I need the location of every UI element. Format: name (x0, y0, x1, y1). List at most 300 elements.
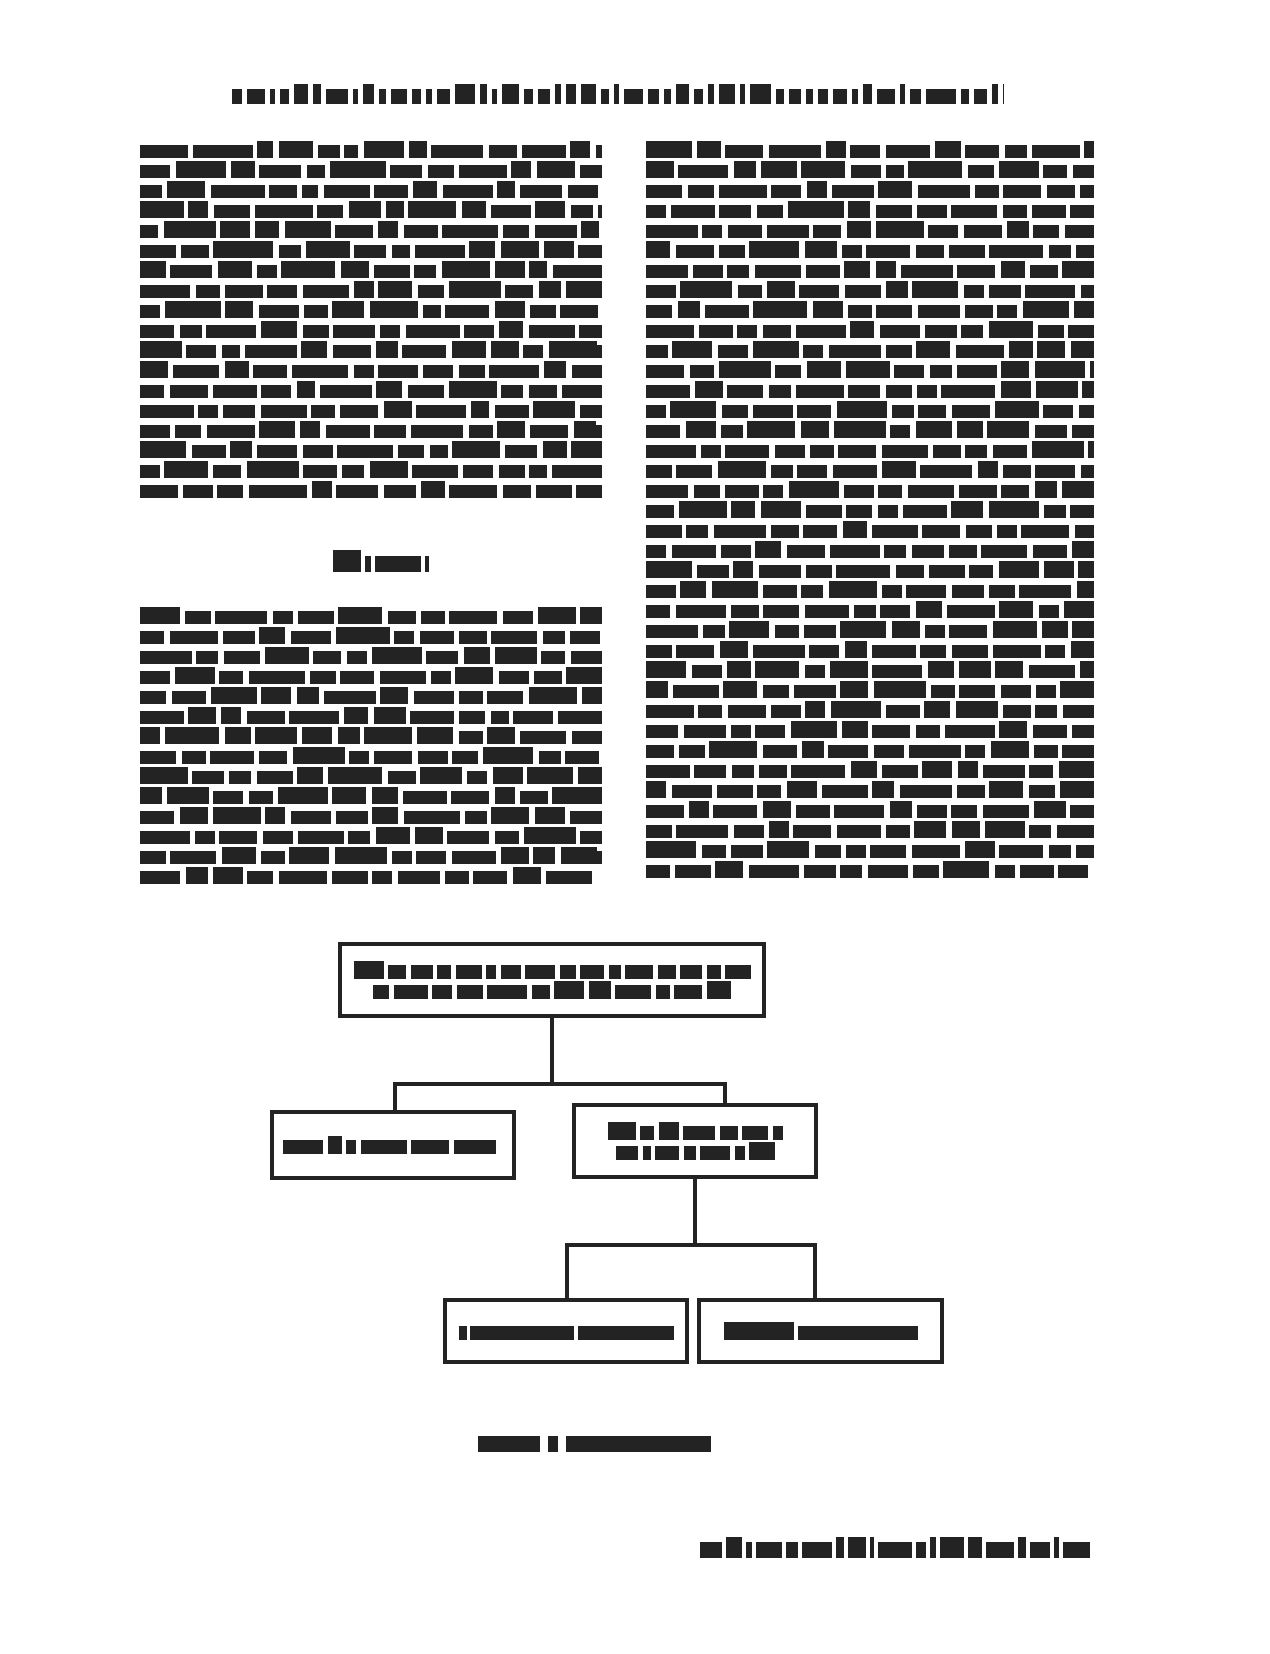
redaction-bar (398, 871, 440, 884)
redaction-bar (257, 771, 293, 784)
redaction-bar (565, 751, 599, 764)
redacted-text-line (140, 706, 602, 724)
redaction-bar (789, 481, 839, 498)
redacted-text-line (373, 980, 733, 999)
redaction-bar (410, 711, 454, 724)
redaction-bar (828, 745, 868, 758)
redaction-bar (672, 341, 712, 358)
redaction-bar (140, 361, 168, 378)
redaction-bar (249, 485, 307, 498)
redaction-bar (882, 585, 902, 598)
redaction-bar (894, 365, 924, 378)
redaction-bar (437, 965, 451, 979)
redaction-bar (978, 461, 998, 478)
redaction-bar (648, 89, 659, 104)
redaction-bar (1079, 405, 1094, 418)
redaction-bar (968, 165, 994, 178)
flowchart-node-leaf-right[interactable] (697, 1298, 944, 1364)
redaction-bar (1029, 825, 1051, 838)
redaction-bar (750, 84, 771, 104)
redaction-bar (140, 485, 178, 498)
redaction-bar (1035, 705, 1057, 718)
redaction-bar (776, 89, 784, 104)
redacted-text-line (140, 360, 602, 378)
redaction-bar (715, 861, 743, 878)
redaction-bar (917, 385, 937, 398)
redaction-bar (676, 605, 726, 618)
redaction-bar (961, 325, 983, 338)
redaction-bar (140, 165, 170, 178)
word-gap (558, 1451, 566, 1452)
redaction-bar (140, 711, 184, 724)
redaction-bar (529, 465, 547, 478)
redaction-bar (593, 265, 602, 278)
redaction-bar (538, 89, 550, 104)
redaction-bar (961, 89, 969, 104)
redaction-bar (672, 545, 716, 558)
redaction-bar (1080, 185, 1094, 198)
redaction-bar (1065, 225, 1094, 238)
redaction-bar (723, 681, 757, 698)
redaction-bar (943, 861, 989, 878)
redaction-bar (170, 385, 208, 398)
redaction-bar (822, 785, 868, 798)
redaction-bar (580, 405, 602, 418)
redaction-bar (713, 805, 757, 818)
redaction-bar (140, 727, 160, 744)
redaction-bar (646, 161, 674, 178)
redaction-bar (775, 365, 801, 378)
redaction-bar (1070, 805, 1094, 818)
redaction-bar (882, 765, 918, 778)
redaction-bar (757, 785, 781, 798)
redaction-bar (379, 89, 386, 104)
flowchart-node-label (701, 1302, 940, 1360)
redaction-bar (487, 691, 523, 704)
flowchart-node-label (576, 1107, 814, 1175)
redaction-bar (1071, 341, 1094, 358)
redaction-bar (929, 565, 965, 578)
redaction-bar (332, 301, 364, 318)
redaction-bar (426, 651, 458, 664)
redaction-bar (694, 485, 720, 498)
redaction-bar (771, 465, 793, 478)
redaction-bar (572, 731, 602, 744)
redaction-bar (896, 565, 924, 578)
redaction-bar (646, 705, 694, 718)
redaction-bar (850, 321, 874, 338)
redaction-bar (530, 425, 568, 438)
redaction-bar (431, 145, 483, 158)
redaction-bar (949, 545, 977, 558)
redaction-bar (718, 461, 766, 478)
redaction-bar (916, 341, 950, 358)
redaction-bar (646, 545, 666, 558)
redacted-text-line (646, 760, 1094, 778)
redaction-bar (672, 785, 712, 798)
redaction-bar (592, 711, 602, 724)
redaction-bar (763, 685, 789, 698)
redaction-bar (1003, 205, 1027, 218)
redaction-bar (374, 707, 406, 724)
redacted-text-line (646, 380, 1094, 398)
flowchart-node-label (447, 1302, 685, 1360)
redaction-bar (140, 465, 160, 478)
redaction-bar (725, 145, 763, 158)
redaction-bar (664, 89, 671, 104)
redaction-bar (787, 781, 817, 798)
redaction-bar (830, 545, 880, 558)
redaction-bar (581, 84, 596, 104)
redaction-bar (491, 711, 509, 724)
redaction-bar (957, 265, 995, 278)
redacted-text-line (140, 826, 602, 844)
redaction-bar (413, 181, 437, 198)
redaction-bar (925, 325, 957, 338)
redaction-bar (1076, 845, 1094, 858)
redaction-bar (646, 561, 692, 578)
redaction-bar (261, 385, 291, 398)
redaction-bar (753, 405, 793, 418)
redaction-bar (459, 165, 507, 178)
flowchart-node-child-right[interactable] (572, 1103, 818, 1179)
redaction-bar (354, 281, 374, 298)
redaction-bar (1003, 465, 1031, 478)
redaction-bar (749, 865, 799, 878)
redaction-bar (1049, 845, 1071, 858)
redaction-bar (806, 265, 840, 278)
redaction-bar (659, 1122, 679, 1140)
redaction-bar (333, 550, 361, 572)
redaction-bar (292, 365, 348, 378)
redaction-bar (140, 851, 166, 864)
redaction-bar (987, 421, 1029, 438)
redaction-bar (678, 301, 700, 318)
redaction-bar (993, 645, 1041, 658)
redaction-bar (989, 245, 1043, 258)
redaction-bar (805, 701, 825, 718)
redaction-bar (877, 89, 895, 104)
redaction-bar (806, 565, 832, 578)
redaction-bar (495, 301, 525, 318)
redaction-bar (787, 545, 825, 558)
redaction-bar (975, 185, 999, 198)
redaction-bar (449, 281, 501, 298)
redaction-bar (810, 445, 834, 458)
redaction-bar (414, 691, 454, 704)
redaction-bar (876, 305, 912, 318)
redaction-bar (338, 727, 360, 744)
redaction-bar (646, 205, 666, 218)
redaction-bar (1070, 205, 1094, 218)
redacted-text-line (140, 686, 602, 704)
redaction-bar (223, 405, 255, 418)
redaction-bar (257, 265, 277, 278)
redaction-bar (1030, 1542, 1050, 1558)
redaction-bar (285, 221, 331, 238)
redaction-bar (489, 365, 539, 378)
redaction-bar (259, 305, 299, 318)
redaction-bar (802, 1542, 832, 1558)
redaction-bar (625, 965, 653, 979)
redaction-bar (552, 465, 594, 478)
redaction-bar (574, 421, 596, 438)
redaction-bar (775, 625, 799, 638)
redaction-bar (964, 285, 984, 298)
redaction-bar (846, 845, 866, 858)
redaction-bar (1043, 405, 1073, 418)
redaction-bar (283, 1140, 323, 1154)
redaction-bar (247, 89, 265, 104)
redaction-bar (495, 405, 529, 418)
redaction-bar (995, 401, 1039, 418)
redaction-bar (140, 751, 176, 764)
redaction-bar (680, 965, 702, 979)
redacted-text-line (140, 746, 602, 764)
redaction-bar (249, 671, 305, 684)
redaction-bar (646, 585, 676, 598)
redaction-bar (731, 501, 755, 518)
redaction-bar (892, 405, 914, 418)
redaction-bar (281, 261, 335, 278)
redaction-bar (801, 585, 823, 598)
redaction-bar (930, 365, 952, 378)
redaction-bar (983, 765, 1025, 778)
redaction-bar (692, 665, 722, 678)
redaction-bar (707, 981, 731, 999)
redaction-bar (951, 205, 997, 218)
redaction-bar (1084, 141, 1094, 158)
redaction-bar (215, 611, 267, 624)
redaction-bar (170, 631, 218, 644)
redaction-bar (491, 807, 529, 824)
redaction-bar (769, 145, 821, 158)
redaction-bar (931, 685, 955, 698)
redaction-bar (908, 485, 954, 498)
redaction-bar (140, 225, 158, 238)
redaction-bar (1035, 481, 1057, 498)
redaction-bar (464, 647, 490, 664)
redaction-bar (1060, 681, 1094, 698)
redaction-bar (449, 485, 497, 498)
redaction-bar (928, 661, 954, 678)
redaction-bar (544, 361, 566, 378)
redaction-bar (952, 405, 990, 418)
redaction-bar (797, 465, 827, 478)
redaction-bar (386, 201, 404, 218)
redaction-bar (680, 281, 732, 298)
redaction-bar (182, 751, 206, 764)
redaction-bar (690, 365, 714, 378)
redaction-bar (1045, 645, 1065, 658)
redaction-bar (801, 421, 829, 438)
redaction-bar (1064, 601, 1094, 618)
redacted-text-line (140, 626, 602, 644)
redaction-bar (426, 89, 432, 104)
redacted-text-line (646, 260, 1094, 278)
redaction-bar (848, 201, 870, 218)
redaction-bar (680, 581, 706, 598)
redaction-bar (1035, 465, 1075, 478)
redaction-bar (1063, 1542, 1090, 1558)
redaction-bar (699, 325, 733, 338)
redaction-bar (219, 671, 243, 684)
redaction-bar (910, 89, 921, 104)
redaction-bar (140, 671, 170, 684)
redaction-bar (582, 687, 602, 704)
redaction-bar (916, 421, 952, 438)
redaction-bar (255, 727, 297, 744)
redaction-bar (165, 301, 221, 318)
redaction-bar (491, 631, 537, 644)
redaction-bar (872, 645, 916, 658)
redaction-bar (140, 787, 162, 804)
redaction-bar (999, 561, 1039, 578)
redaction-bar (890, 801, 912, 818)
redaction-bar (495, 647, 537, 664)
redaction-bar (310, 671, 336, 684)
redaction-bar (432, 985, 452, 999)
redacted-text-line (140, 766, 602, 784)
redaction-bar (694, 89, 703, 104)
redaction-bar (597, 325, 602, 338)
redaction-bar (344, 707, 368, 724)
redaction-bar (539, 281, 561, 298)
redaction-bar (390, 165, 422, 178)
redaction-bar (495, 787, 515, 804)
redaction-bar (1039, 605, 1059, 618)
redaction-bar (398, 445, 424, 458)
redaction-bar (1081, 285, 1094, 298)
redaction-bar (374, 425, 406, 438)
redaction-bar (340, 671, 374, 684)
redaction-bar (167, 787, 209, 804)
flowchart-node-child-left[interactable] (270, 1110, 516, 1180)
redaction-bar (843, 521, 867, 538)
redaction-bar (374, 185, 408, 198)
redaction-bar (354, 245, 386, 258)
redaction-bar (404, 225, 438, 238)
redaction-bar (164, 461, 208, 478)
redaction-bar (140, 871, 180, 884)
redaction-bar (570, 631, 600, 644)
redaction-bar (646, 405, 666, 418)
redaction-bar (219, 831, 257, 844)
redaction-bar (524, 89, 533, 104)
flowchart-node-root[interactable] (338, 942, 766, 1018)
redaction-bar (571, 441, 602, 458)
redaction-bar (1033, 545, 1067, 558)
redaction-bar (717, 785, 753, 798)
redaction-bar (833, 89, 847, 104)
redaction-bar (140, 245, 176, 258)
redaction-bar (749, 1142, 775, 1160)
redaction-bar (1034, 801, 1066, 818)
redaction-bar (912, 281, 958, 298)
redaction-bar (213, 241, 273, 258)
redaction-bar (643, 1146, 651, 1160)
redaction-bar (333, 325, 375, 338)
redaction-bar (411, 1140, 449, 1154)
flowchart-node-leaf-left[interactable] (443, 1298, 689, 1364)
redaction-bar (457, 985, 483, 999)
redaction-bar (459, 691, 483, 704)
redaction-bar (225, 301, 253, 318)
redacted-text-line (646, 800, 1094, 818)
redaction-bar (671, 205, 715, 218)
redaction-bar (890, 425, 910, 438)
redaction-bar (658, 965, 676, 979)
redaction-bar (999, 161, 1039, 178)
redaction-bar (815, 845, 841, 858)
redacted-text-line (646, 320, 1094, 338)
redaction-bar (594, 811, 602, 824)
redaction-bar (1001, 381, 1031, 398)
redaction-bar (533, 401, 575, 418)
redaction-bar (670, 401, 716, 418)
redaction-bar (991, 741, 1029, 758)
redaction-bar (1001, 685, 1031, 698)
redacted-text-line (140, 220, 602, 238)
redaction-bar (335, 847, 387, 864)
redaction-bar (718, 345, 748, 358)
redaction-bar (566, 281, 602, 298)
redaction-bar (207, 425, 255, 438)
redaction-bar (1075, 525, 1094, 538)
redaction-bar (872, 725, 910, 738)
redaction-bar (805, 241, 837, 258)
redaction-bar (261, 321, 297, 338)
redacted-text-line (459, 1321, 676, 1340)
redaction-bar (799, 285, 839, 298)
redaction-bar (364, 727, 412, 744)
redaction-bar (731, 845, 763, 858)
redaction-bar (566, 84, 576, 104)
redaction-bar (394, 631, 414, 644)
redaction-bar (380, 671, 426, 684)
redaction-bar (317, 205, 343, 218)
redaction-bar (1025, 285, 1075, 298)
redaction-bar (679, 501, 727, 518)
redaction-bar (930, 1537, 936, 1558)
redaction-bar (868, 865, 908, 878)
redaction-bar (421, 611, 445, 624)
redaction-bar (140, 261, 166, 278)
redaction-bar (267, 285, 297, 298)
redaction-bar (420, 631, 454, 644)
redaction-bar (499, 321, 523, 338)
redaction-bar (220, 221, 250, 238)
redaction-bar (796, 385, 844, 398)
redaction-bar (501, 241, 539, 258)
redaction-bar (537, 161, 575, 178)
redaction-bar (989, 585, 1015, 598)
redaction-bar (997, 305, 1017, 318)
redaction-bar (886, 281, 908, 298)
redaction-bar (732, 765, 754, 778)
redaction-bar (646, 241, 670, 258)
redaction-bar (580, 165, 602, 178)
redaction-bar (224, 651, 260, 664)
redaction-bar (806, 89, 813, 104)
redaction-bar (1072, 621, 1094, 638)
redaction-bar (452, 341, 486, 358)
redaction-bar (918, 305, 960, 318)
redaction-bar (330, 161, 386, 178)
redacted-text-line (646, 480, 1094, 498)
redaction-bar (176, 161, 226, 178)
redaction-bar (165, 727, 219, 744)
